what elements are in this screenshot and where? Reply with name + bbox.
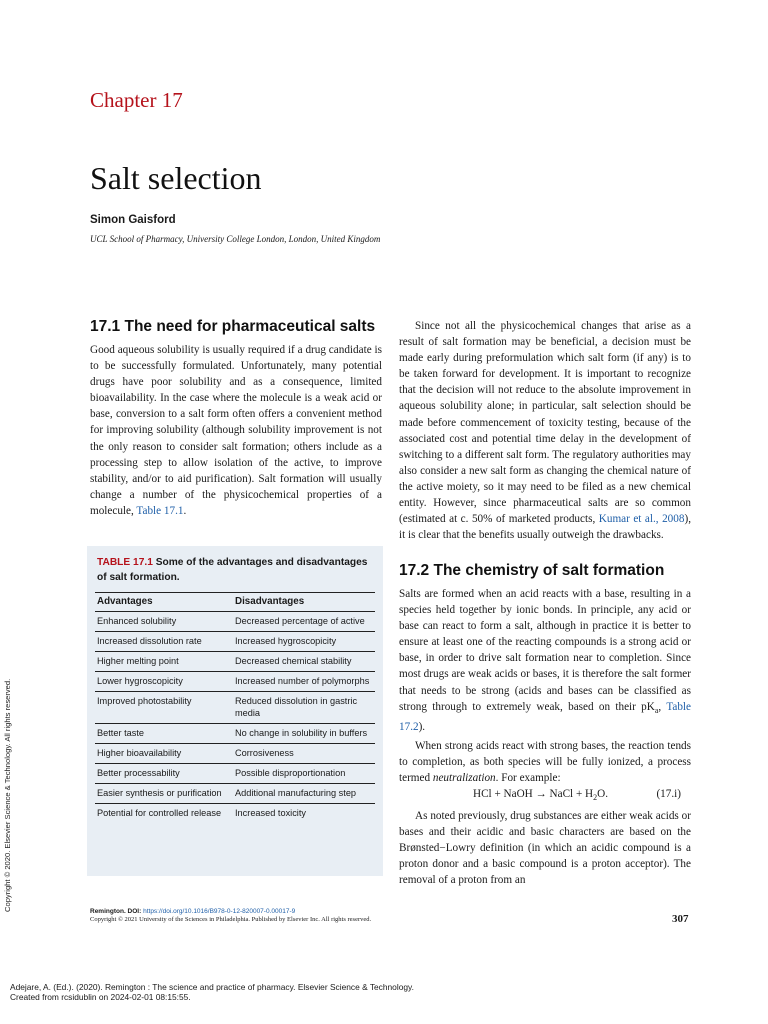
paragraph-text: Good aqueous solubility is usually required if a drug candidate is to be successfully formulated. Unfortunately, many potential drugs have poor solubility and as a consequence, limited bioavailability. In the case where the molecule is a weak acid or base, conversion to a salt form often offers a convenient method for improving solubility (although solubility improvement is not the only reason to consider salt formation; others include as a processing step to allow isolation of the active, to improve stability, and/or to aid purification). Salt formation will usually change a number of the physicochemical properties of a molecule,	[90, 344, 382, 517]
chapter-title: Salt selection	[90, 160, 262, 196]
paragraph-end: .	[183, 504, 187, 517]
advantage-cell: Easier synthesis or purification	[95, 784, 233, 804]
equation-subscript: 2	[593, 793, 598, 803]
neutralization-term: neutralization	[432, 772, 496, 785]
disadvantage-cell: Increased number of polymorphs	[233, 672, 375, 692]
equation-body	[473, 788, 608, 802]
advantage-cell: Improved photostability	[95, 692, 233, 724]
disadvantage-cell: Additional manufacturing step	[233, 784, 375, 804]
equation-text: HCl + NaOH → NaCl + H	[473, 788, 594, 800]
advantage-cell: Lower hygroscopicity	[95, 672, 233, 692]
advantage-cell: Better taste	[95, 724, 233, 744]
table-row	[95, 612, 375, 632]
advantage-cell: Higher bioavailability	[95, 744, 233, 764]
section-heading-17-1: 17.1 The need for pharmaceutical salts	[90, 318, 376, 335]
citation-line: Adejare, A. (Ed.). (2020). Remington : The science and practice of pharmacy. Elsevier Science & Technology.	[10, 982, 414, 992]
disadvantage-cell: No change in solubility in buffers	[233, 724, 375, 744]
table-row	[95, 724, 375, 744]
advantage-cell: Better processability	[95, 764, 233, 784]
table-row	[95, 764, 375, 784]
disadvantage-cell: Possible disproportionation	[233, 764, 375, 784]
table-number: TABLE 17.1	[97, 557, 153, 568]
disadvantage-cell: Increased toxicity	[235, 808, 306, 818]
created-from-line: Created from rcsidublin on 2024-02-01 08:15:55.	[10, 992, 191, 1002]
advantage-cell: Enhanced solubility	[95, 612, 233, 632]
table-row	[95, 672, 375, 692]
paragraph-end: ).	[418, 720, 426, 733]
pka-subscript: a	[654, 705, 659, 715]
table-17-1-link[interactable]: Table 17.1	[136, 504, 184, 517]
advantage-cell: Potential for controlled release	[97, 808, 222, 818]
header-advantages: Advantages	[95, 593, 233, 612]
disadvantage-cell: Decreased chemical stability	[233, 652, 375, 672]
salt-chemistry-paragraph	[399, 586, 691, 735]
paragraph-text: When strong acids react with strong bases, the reaction tends to completion, as both species will be fully ionized, a process termed	[399, 740, 691, 785]
disadvantage-cell: Increased hygroscopicity	[233, 632, 375, 652]
footer-copyright: Copyright © 2021 University of the Sciences in Philadelphia. Published by Elsevier Inc. All rights reserved.	[90, 916, 372, 923]
table-caption	[97, 555, 377, 585]
chapter-label: Chapter 17	[90, 88, 183, 112]
footer-doi	[90, 908, 295, 915]
advantage-cell: Increased dissolution rate	[95, 632, 233, 652]
table-17-1	[87, 546, 383, 876]
disadvantage-cell: Reduced dissolution in gastric media	[233, 692, 375, 724]
disadvantage-cell: Decreased percentage of active	[233, 612, 375, 632]
page-number: 307	[672, 913, 689, 925]
author-name: Simon Gaisford	[90, 214, 176, 226]
neutralization-paragraph	[399, 738, 691, 786]
advantage-cell: Higher melting point	[95, 652, 233, 672]
equation-tail: O.	[597, 788, 609, 800]
doi-label: Remington. DOI:	[90, 908, 142, 915]
header-disadvantages: Disadvantages	[233, 593, 375, 612]
doi-link[interactable]: https://doi.org/10.1016/B978-0-12-820007-0.00017-9	[143, 908, 296, 915]
kumar-citation-link[interactable]: Kumar et al., 2008	[598, 513, 685, 526]
author-affiliation: UCL School of Pharmacy, University College London, London, United Kingdom	[90, 234, 381, 244]
paragraph-separator: ,	[658, 700, 662, 713]
table-caption-text: Some of the advantages and disadvantages of salt formation.	[97, 557, 368, 583]
table-row	[95, 744, 375, 764]
table-row	[95, 692, 375, 724]
paragraph-text: Since not all the physicochemical changes that arise as a result of salt formation may be beneficial, a decision must be made early during preformulation which salt form (if any) is to be taken forward for development. It is important to recognize that the decision will not reduce to the absolute improvement in aqueous solubility alone; in particular, salt selection should be made before commencement of toxicity testing, because of the associated cost and potential time delay in the development of switching to a different salt form. The regulatory authorities may also consider a new salt form as changing the chemical nature of the active moiety, so it may need to be filed as a new chemical entity. However, since pharmaceutical salts are so common (estimated at c. 50% of marketed products,	[399, 320, 691, 526]
paragraph-end: . For example:	[495, 772, 561, 785]
table-row	[95, 652, 375, 672]
table-header-row	[95, 593, 375, 612]
section-17-1-paragraph	[90, 342, 382, 519]
table-row	[95, 784, 375, 804]
table-row	[95, 804, 375, 824]
section-heading-17-2: 17.2 The chemistry of salt formation	[399, 562, 665, 579]
paragraph-end: ), it is clear that the benefits usually outweigh the drawbacks.	[399, 513, 691, 542]
side-copyright-notice: Copyright © 2020. Elsevier Science & Technology. All rights reserved.	[3, 678, 12, 912]
disadvantage-cell: Corrosiveness	[233, 744, 375, 764]
salt-formation-table	[95, 592, 375, 823]
table-row	[95, 632, 375, 652]
table-17-2-link[interactable]: Table 17.2	[399, 700, 691, 733]
equation-number: (17.i)	[656, 788, 681, 800]
paragraph-text: Salts are formed when an acid reacts with a base, resulting in a species held together by ionic bonds. In principle, any acid or base can react to form a salt, although in practice it is better to ensure at least one of the reacting compounds is a strong acid or base, in order to drive salt formation near to completion. Since most drugs are weak acids or bases, it is therefore the salt former that needs to be strong (acids and bases can be classified as strong through to extremely weak, based on their pK	[399, 588, 691, 713]
bronsted-lowry-paragraph: As noted previously, drug substances are either weak acids or bases and their acidic and basic characters are based on the Brønsted−Lowry definition (in which an acidic compound is a proton donor and a basic compound is a proton acceptor). The removal of a proton from an	[399, 810, 691, 887]
salt-decision-paragraph	[399, 318, 691, 543]
